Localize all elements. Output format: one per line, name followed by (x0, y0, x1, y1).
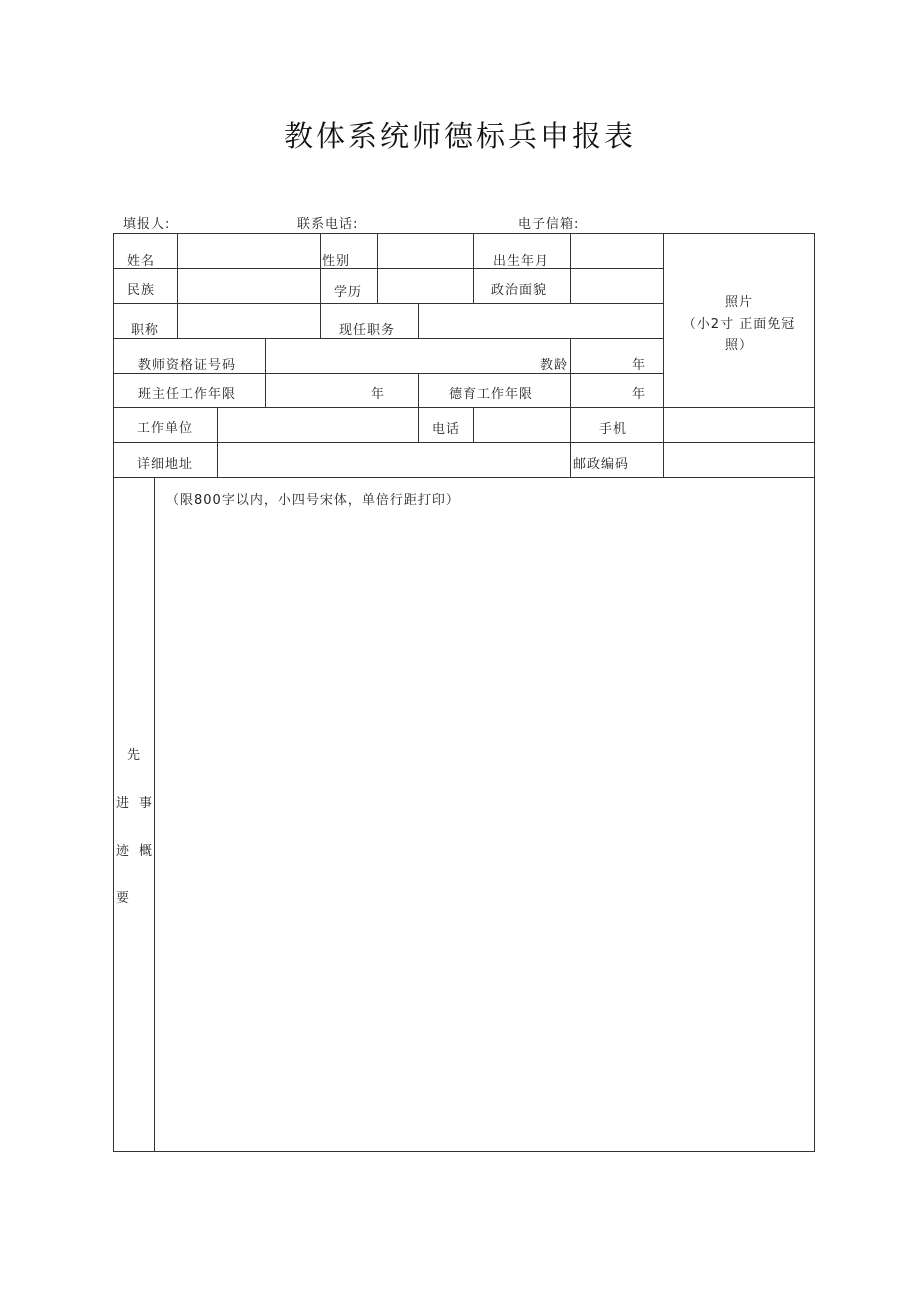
moral-education-years-label: 德育工作年限 (449, 387, 534, 402)
deeds-label-char: 要 (116, 891, 130, 906)
deeds-label-char: 进 (116, 796, 130, 811)
political-status-label: 政治面貌 (491, 283, 548, 298)
gender-label: 性别 (322, 254, 351, 269)
name-label: 姓名 (127, 254, 156, 269)
work-unit-label: 工作单位 (137, 421, 194, 436)
teaching-years-unit: 年 (632, 358, 647, 373)
birth-label: 出生年月 (493, 254, 550, 269)
education-label: 学历 (334, 285, 363, 300)
col-line (265, 338, 266, 407)
col-line (570, 338, 571, 407)
current-position-label: 现任职务 (339, 323, 396, 338)
head-teacher-years-unit: 年 (371, 387, 386, 402)
telephone-label: 电话 (432, 422, 461, 437)
table-border-left (113, 233, 114, 1152)
col-line (418, 303, 419, 338)
postcode-label: 邮政编码 (573, 457, 630, 472)
row-line (113, 407, 815, 408)
table-border-bottom (113, 1151, 815, 1152)
photo-size-note-end: 照） (724, 338, 753, 353)
deeds-label-char: 迹 (116, 844, 130, 859)
col-line (473, 233, 474, 303)
row-line (113, 303, 663, 304)
deeds-label-char: 概 (139, 844, 153, 859)
address-label: 详细地址 (137, 457, 194, 472)
row-line (113, 477, 815, 478)
col-line (320, 233, 321, 338)
col-line (377, 233, 378, 303)
deeds-label-char: 事 (139, 796, 153, 811)
row-line (113, 373, 663, 374)
col-line (418, 373, 419, 407)
email-label: 电子信箱: (518, 217, 580, 232)
reporter-label: 填报人: (123, 217, 171, 232)
job-title-label: 职称 (131, 323, 160, 338)
phone-label: 联系电话: (297, 217, 359, 232)
col-line (663, 233, 664, 477)
row-line (113, 268, 663, 269)
col-line (473, 407, 474, 442)
teacher-cert-label: 教师资格证号码 (138, 358, 237, 373)
deeds-label-char: 先 (127, 748, 141, 763)
deeds-instruction: （限800字以内，小四号宋体，单倍行距打印） (166, 493, 460, 508)
col-line (217, 407, 218, 477)
row-line (113, 442, 815, 443)
table-border-right (814, 233, 815, 1152)
head-teacher-years-label: 班主任工作年限 (138, 387, 237, 402)
moral-education-years-unit: 年 (632, 387, 647, 402)
row-line (113, 338, 663, 339)
col-line (154, 477, 155, 1152)
table-border-top (113, 233, 815, 234)
photo-label: 照片 (724, 295, 753, 310)
col-line (177, 233, 178, 338)
col-line (570, 407, 571, 477)
mobile-label: 手机 (599, 422, 628, 437)
col-line (418, 407, 419, 442)
form-title: 教体系统师德标兵申报表 (283, 119, 636, 153)
col-line (570, 233, 571, 303)
photo-size-note: （小2寸 正面免冠 (682, 317, 796, 332)
ethnicity-label: 民族 (127, 283, 156, 298)
teaching-years-label: 教龄 (540, 358, 569, 373)
